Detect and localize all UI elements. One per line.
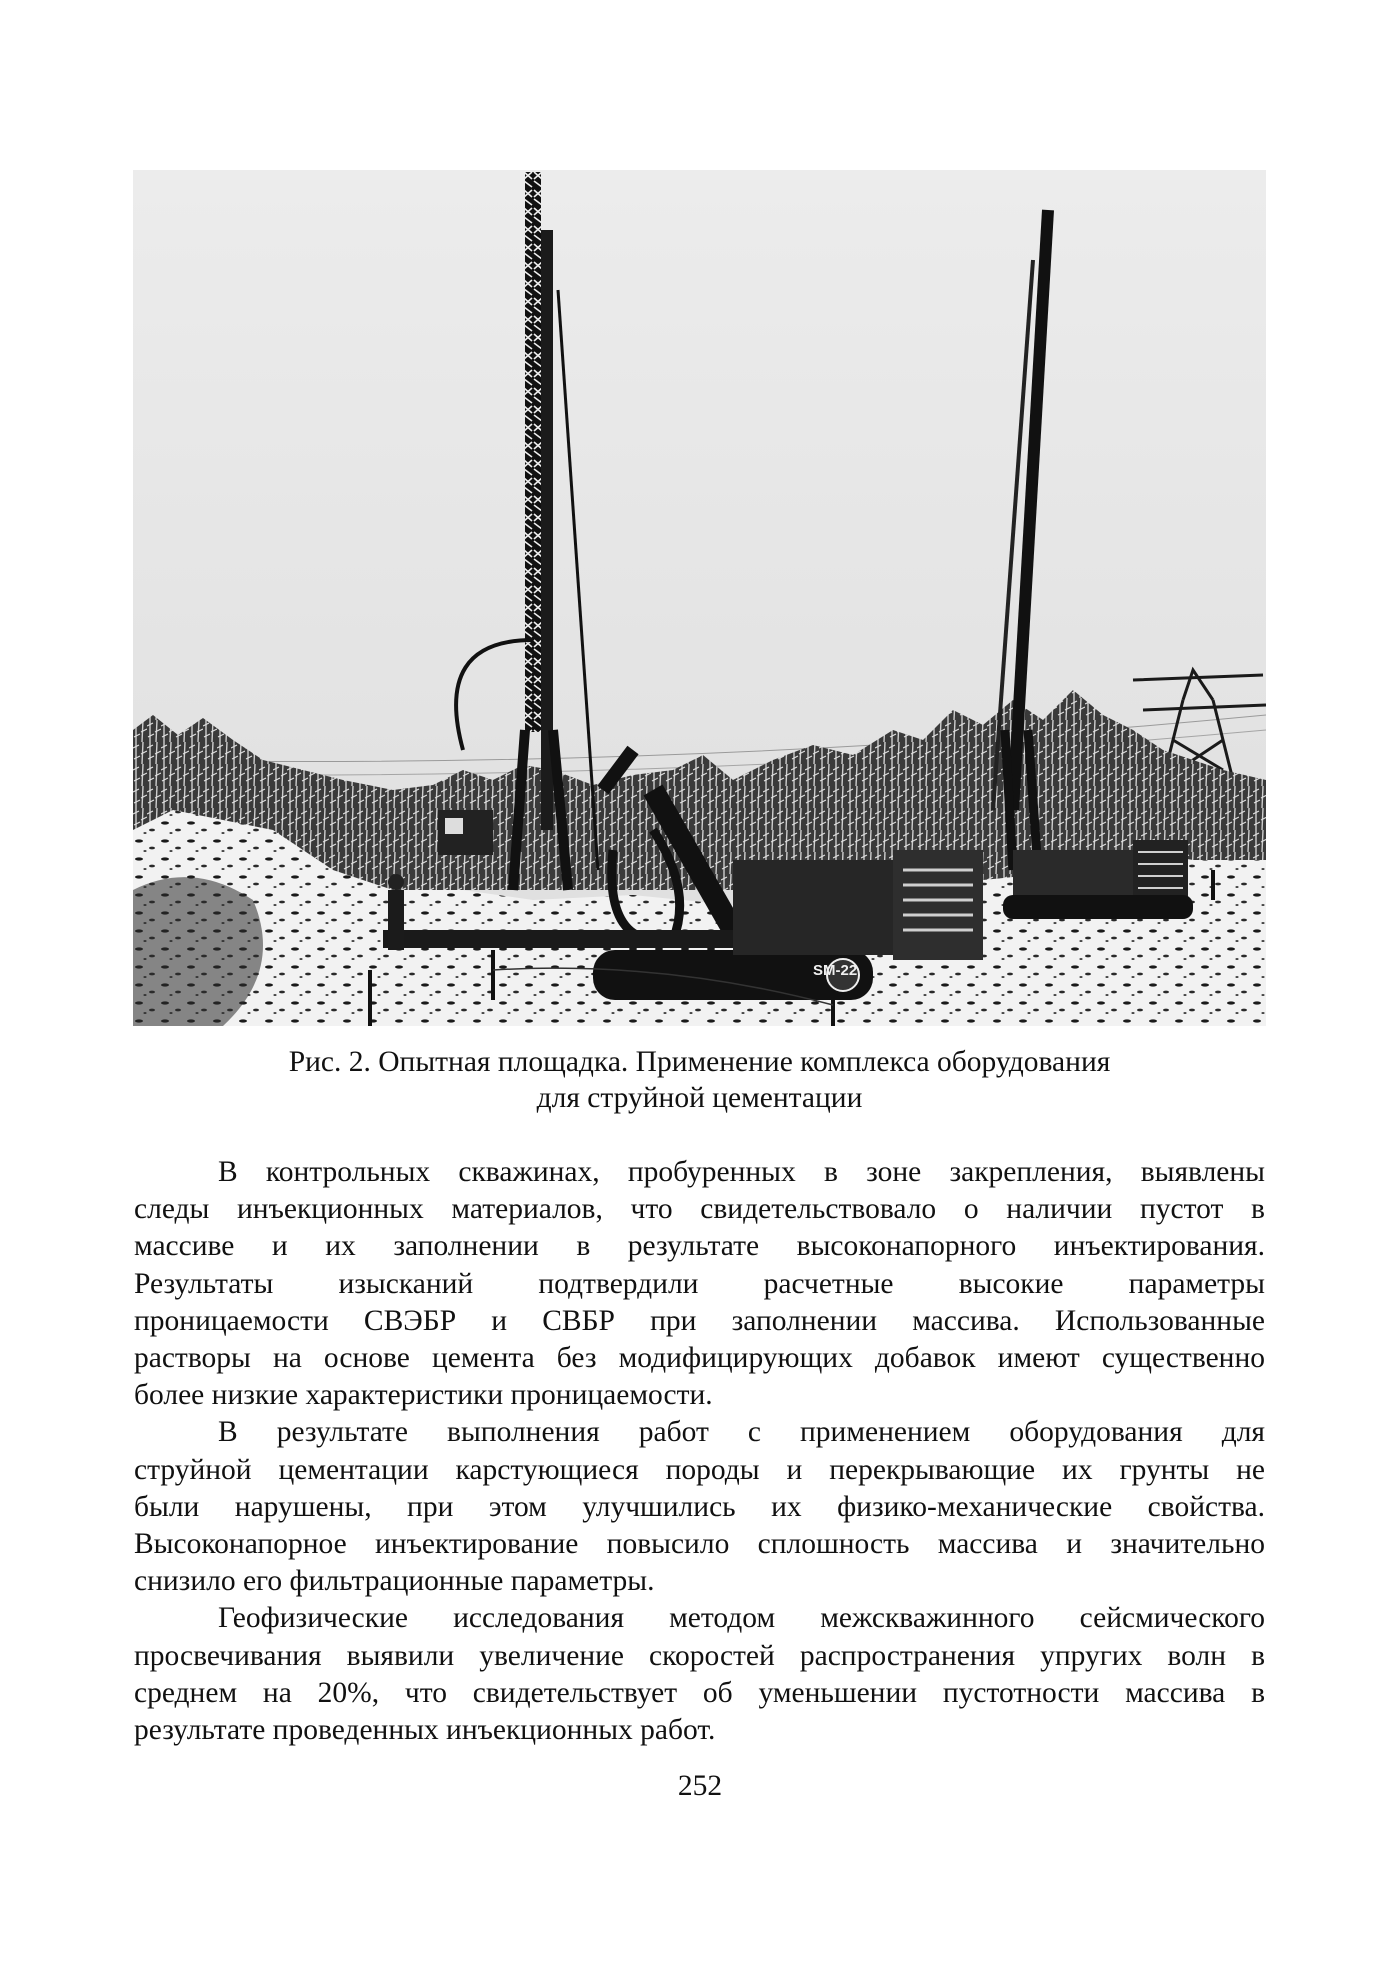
text-line: были нарушены, при этом улучшились их физико-механические свойства.	[134, 1490, 1265, 1523]
paragraph	[134, 1600, 1265, 1749]
text-line: следы инъекционных материалов, что свидетельствовало о наличии пустот в	[134, 1193, 1265, 1226]
text-line: массиве и их заполнении в результате высоконапорного инъектирования.	[134, 1230, 1265, 1263]
text-line: проницаемости СВЭБР и СВБР при заполнении массива. Использованные	[134, 1304, 1265, 1337]
page-number: 252	[677, 1770, 723, 1802]
paragraph	[134, 1154, 1265, 1414]
figure-photo	[133, 170, 1266, 1026]
figure-caption	[133, 1044, 1266, 1116]
drilling-site-photo	[133, 170, 1266, 1026]
text-line: более низкие характеристики проницаемости.	[134, 1379, 713, 1412]
text-line: Высоконапорное инъектирование повысило сплошность массива и значительно	[134, 1528, 1265, 1561]
text-line: результате проведенных инъекционных работ.	[134, 1714, 716, 1747]
text-line: Результаты изысканий подтвердили расчетные высокие параметры	[134, 1267, 1265, 1300]
body-text	[134, 1154, 1265, 1749]
text-line: просвечивания выявили увеличение скоростей распространения упругих волн в	[134, 1639, 1265, 1672]
machine-label: SM-22	[813, 962, 858, 979]
text-line: струйной цементации карстующиеся породы и перекрывающие их грунты не	[134, 1453, 1265, 1486]
text-line: снизило его фильтрационные параметры.	[134, 1565, 655, 1598]
text-line: Геофизические исследования методом межскважинного сейсмического	[218, 1602, 1265, 1635]
text-line: В результате выполнения работ с применением оборудования для	[218, 1416, 1265, 1449]
text-line: среднем на 20%, что свидетельствует об уменьшении пустотности массива в	[134, 1676, 1265, 1709]
text-line: В контрольных скважинах, пробуренных в зоне закрепления, выявлены	[218, 1156, 1265, 1188]
paragraph	[134, 1414, 1265, 1600]
text-line: растворы на основе цемента без модифицирующих добавок имеют существенно	[134, 1342, 1265, 1375]
caption-line: для струйной цементации	[536, 1082, 863, 1114]
caption-line: Рис. 2. Опытная площадка. Применение комплекса оборудования	[288, 1046, 1111, 1078]
